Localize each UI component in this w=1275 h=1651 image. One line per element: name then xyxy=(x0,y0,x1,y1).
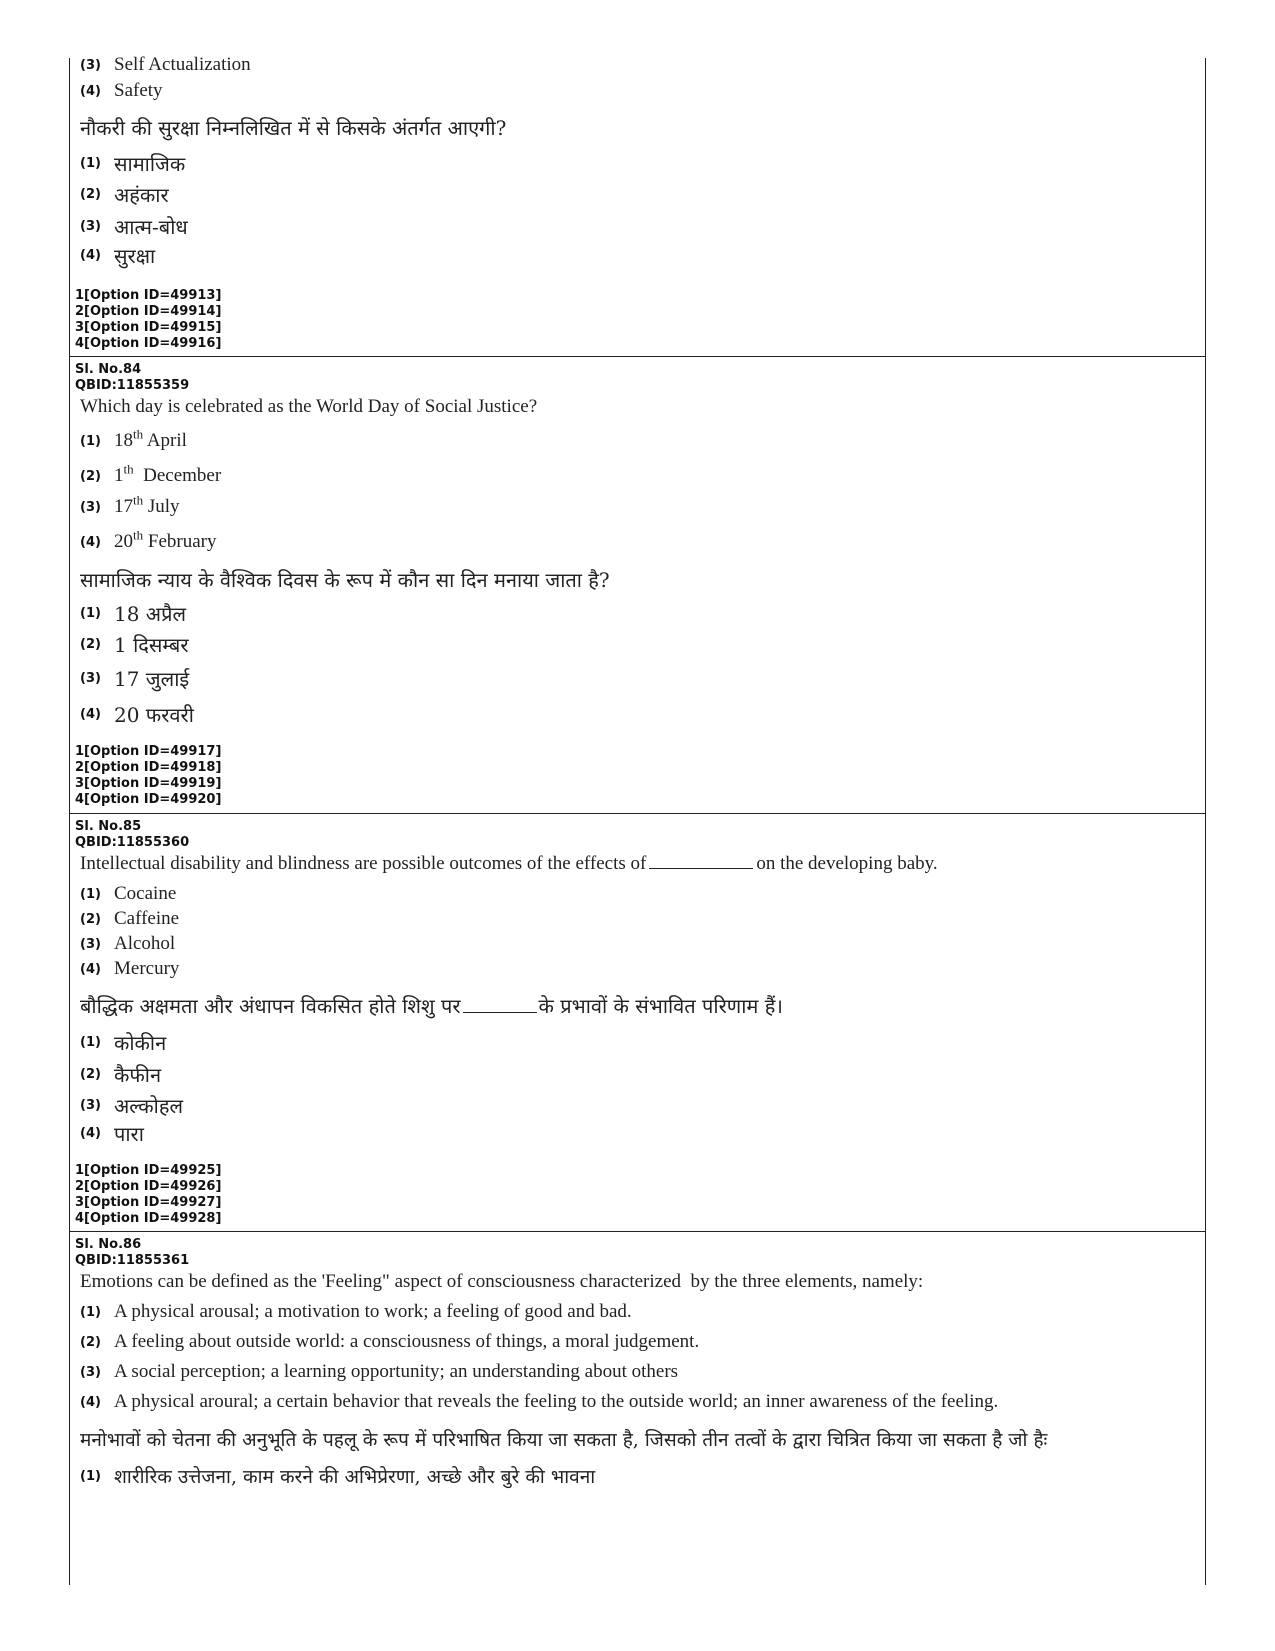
question-text-hindi: सामाजिक न्याय के वैश्विक दिवस के रूप में कौन सा दिन मनाया जाता है? xyxy=(80,568,610,592)
option-en-4: (4) Mercury xyxy=(80,958,180,979)
option-id: 4[Option ID=49928] xyxy=(75,1211,222,1226)
option-en-4: (4) A physical aroural; a certain behavior that reveals the feeling to the outside world; an inner awareness of the feeling. xyxy=(80,1391,999,1412)
option-en-4: (4) 20th February xyxy=(80,527,217,552)
option-en-3: (3) A social perception; a learning opportunity; an understanding about others xyxy=(80,1361,679,1382)
option-hi-1: (1) कोकीन xyxy=(80,1031,167,1055)
qbid: QBID:11855361 xyxy=(75,1253,190,1268)
question-text-english: Intellectual disability and blindness are possible outcomes of the effects of on the developing baby. xyxy=(80,853,938,874)
option-text: पारा xyxy=(114,1122,144,1146)
option-hi-2: (2) अहंकार xyxy=(80,183,169,207)
option-en-3: (3) Alcohol xyxy=(80,933,176,954)
option-id: 1[Option ID=49913] xyxy=(75,288,222,303)
option-hi-1: (1) 18 अप्रैल xyxy=(80,602,187,626)
option-en-2: (2) 1th December xyxy=(80,461,222,486)
section-divider xyxy=(70,356,1205,357)
option-hi-2: (2) 1 दिसम्बर xyxy=(80,633,189,657)
option-text: A social perception; a learning opportunity; an understanding about others xyxy=(114,1361,679,1382)
option-text: कोकीन xyxy=(114,1031,167,1055)
question-text-hindi: बौद्धिक अक्षमता और अंधापन विकसित होते शिशु पर के प्रभावों के संभावित परिणाम हैं। xyxy=(80,994,783,1018)
option-en-2: (2) Caffeine xyxy=(80,908,180,929)
option-id: 3[Option ID=49919] xyxy=(75,776,222,791)
option-id: 2[Option ID=49926] xyxy=(75,1179,222,1194)
serial-number: Sl. No.86 xyxy=(75,1237,142,1252)
option-hi-2: (2) कैफीन xyxy=(80,1063,162,1087)
option-text: 20th February xyxy=(114,527,217,552)
option-id: 2[Option ID=49914] xyxy=(75,304,222,319)
option-hi-3: (3) आत्म-बोध xyxy=(80,215,188,239)
option-id: 3[Option ID=49927] xyxy=(75,1195,222,1210)
option-text: सामाजिक xyxy=(114,152,186,176)
option-text: 17 जुलाई xyxy=(114,667,190,691)
answer-blank xyxy=(463,996,537,1013)
option-id-list xyxy=(75,288,221,352)
qbid: QBID:11855360 xyxy=(75,835,190,850)
option-text: शारीरिक उत्तेजना, काम करने की अभिप्रेरणा, अच्छे और बुरे की भावना xyxy=(114,1466,596,1488)
question-text-hindi: नौकरी की सुरक्षा निम्नलिखित में से किसके अंतर्गत आएगी? xyxy=(80,116,507,140)
option-text: Safety xyxy=(114,80,163,101)
option-text: 18 अप्रैल xyxy=(114,602,187,626)
option-text: Self Actualization xyxy=(114,54,251,75)
option-en-1: (1) A physical arousal; a motivation to work; a feeling of good and bad. xyxy=(80,1301,632,1322)
option-hi-4: (4) सुरक्षा xyxy=(80,244,156,268)
option-hi-1: (1) सामाजिक xyxy=(80,152,186,176)
option-text: अल्कोहल xyxy=(114,1094,184,1118)
option-id: 4[Option ID=49916] xyxy=(75,336,222,351)
question-85-section xyxy=(70,815,1205,1231)
option-id: 2[Option ID=49918] xyxy=(75,760,222,775)
option-text: 1 दिसम्बर xyxy=(114,633,189,657)
option-hi-4: (4) पारा xyxy=(80,1122,144,1146)
answer-blank xyxy=(649,854,753,869)
option-text: A feeling about outside world: a consciousness of things, a moral judgement. xyxy=(114,1331,700,1352)
option-en-2: (2) A feeling about outside world: a consciousness of things, a moral judgement. xyxy=(80,1331,700,1352)
option-text: A physical aroural; a certain behavior that reveals the feeling to the outside world; an inner awareness of the feeling. xyxy=(114,1391,999,1412)
option-text: 17th July xyxy=(114,492,180,517)
option-en-3: (3) Self Actualization xyxy=(80,54,251,75)
option-text: Caffeine xyxy=(114,908,180,929)
option-id: 4[Option ID=49920] xyxy=(75,792,222,807)
qbid: QBID:11855359 xyxy=(75,378,190,393)
option-text: 1th December xyxy=(114,461,222,486)
serial-number: Sl. No.85 xyxy=(75,819,142,834)
question-text-hindi: मनोभावों को चेतना की अनुभूति के पहलू के रूप में परिभाषित किया जा सकता है, जिसको तीन तत्वों के द्वारा चित्रित किया जा सकता है जो हैः xyxy=(80,1429,1048,1451)
section-divider xyxy=(70,813,1205,814)
option-en-1: (1) 18th April xyxy=(80,426,187,451)
option-id: 3[Option ID=49915] xyxy=(75,320,222,335)
question-83-section xyxy=(70,54,1205,356)
question-text-english: Emotions can be defined as the 'Feeling" aspect of consciousness characterized by the three elements, namely: xyxy=(80,1271,924,1292)
question-paper-frame xyxy=(69,54,1206,1585)
option-text: A physical arousal; a motivation to work; a feeling of good and bad. xyxy=(114,1301,632,1322)
option-text: कैफीन xyxy=(114,1063,162,1087)
option-en-1: (1) Cocaine xyxy=(80,883,177,904)
option-text: सुरक्षा xyxy=(114,244,156,268)
option-text: Alcohol xyxy=(114,933,176,954)
option-en-3: (3) 17th July xyxy=(80,492,180,517)
section-divider xyxy=(70,1231,1205,1232)
option-hi-3: (3) 17 जुलाई xyxy=(80,667,190,691)
option-id-list xyxy=(75,744,221,808)
option-text: अहंकार xyxy=(114,183,169,207)
question-84-section xyxy=(70,358,1205,813)
question-text-english: Which day is celebrated as the World Day of Social Justice? xyxy=(80,396,538,417)
serial-number: Sl. No.84 xyxy=(75,362,142,377)
option-text: 20 फरवरी xyxy=(114,703,194,727)
option-text: Cocaine xyxy=(114,883,177,904)
option-id: 1[Option ID=49925] xyxy=(75,1163,222,1178)
option-text: आत्म-बोध xyxy=(114,215,188,239)
question-86-section xyxy=(70,1233,1205,1585)
option-hi-3: (3) अल्कोहल xyxy=(80,1094,184,1118)
option-text: 18th April xyxy=(114,426,187,451)
option-en-4: (4) Safety xyxy=(80,80,163,101)
option-hi-1: (1) शारीरिक उत्तेजना, काम करने की अभिप्रेरणा, अच्छे और बुरे की भावना xyxy=(80,1466,596,1488)
option-text: Mercury xyxy=(114,958,180,979)
option-id: 1[Option ID=49917] xyxy=(75,744,222,759)
option-id-list xyxy=(75,1163,221,1227)
option-hi-4: (4) 20 फरवरी xyxy=(80,703,194,727)
